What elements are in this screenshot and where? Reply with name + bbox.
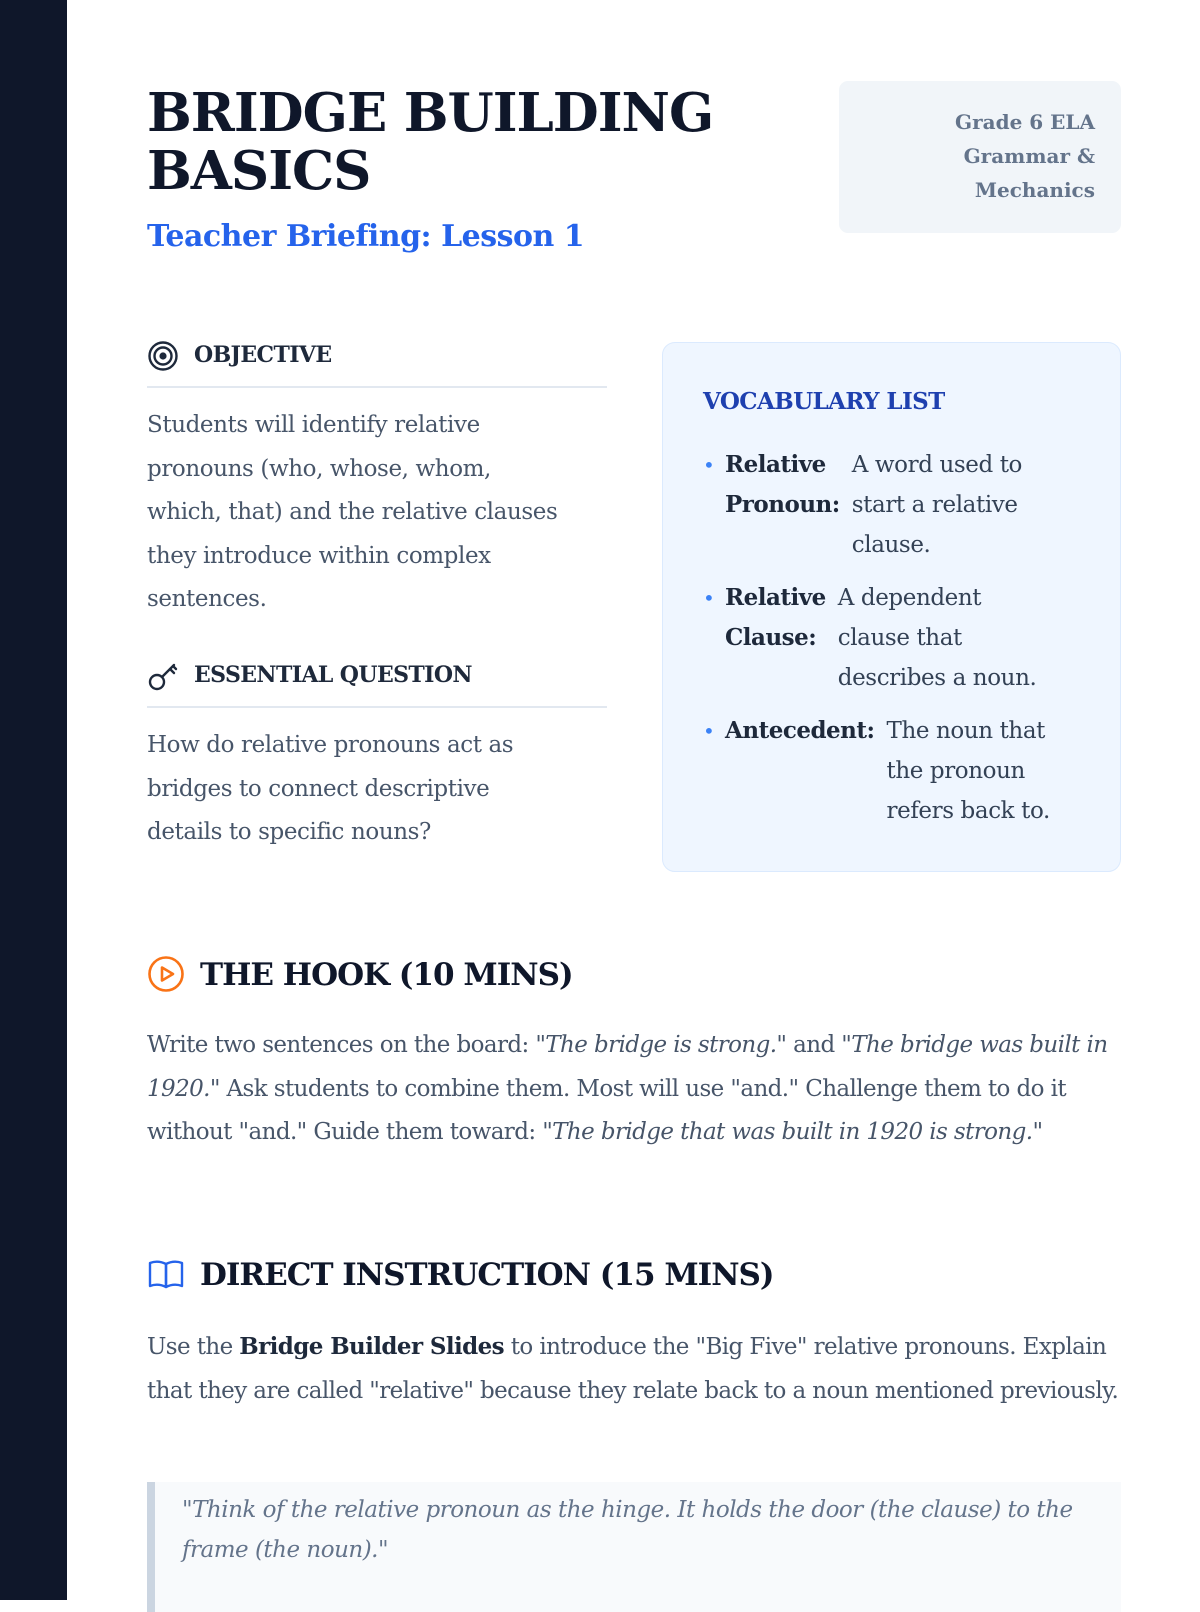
vocabulary-term (725, 445, 840, 565)
vocabulary-term (725, 711, 875, 831)
vocabulary-definition (838, 578, 1037, 698)
lesson-page (147, 0, 1121, 1600)
definition-line: refers back to. (886, 798, 1050, 824)
vocabulary-term (725, 578, 826, 698)
term-line: Relative (725, 451, 826, 478)
essential-question-label: ESSENTIAL QUESTION (194, 662, 472, 688)
vocabulary-definition (887, 711, 1050, 831)
hook-text-part: Ask students to combine them. Most will use "and." Challenge them to do it without "and." Guide them toward: (147, 1075, 1066, 1145)
definition-line: A dependent (837, 585, 982, 611)
vocabulary-definition (852, 445, 1022, 565)
term-line: Pronoun: (725, 491, 840, 518)
grade-line-2: Grammar & (963, 144, 1095, 168)
vocabulary-title: VOCABULARY LIST (703, 388, 945, 415)
page-title (147, 84, 787, 200)
term-line: Relative (725, 584, 826, 611)
title-line-1: BRIDGE BUILDING (147, 82, 714, 144)
objective-line: sentences. (147, 586, 267, 612)
essential-question-line: How do relative pronouns act as (147, 732, 514, 758)
term-line: Antecedent: (725, 717, 875, 744)
objective-line: they introduce within complex (147, 542, 491, 569)
instruction-text-part: Use the (147, 1334, 240, 1360)
instruction-text-part: to introduce the "Big Five" relative pronouns. Explain that they are called "relative" because they relate back to a noun mentioned previously. (147, 1334, 1119, 1404)
definition-line: The noun that (886, 718, 1045, 744)
definition-line: the pronoun (886, 758, 1025, 784)
grade-line-3: Mechanics (974, 178, 1095, 202)
target-icon (147, 340, 179, 372)
key-icon (147, 660, 179, 692)
play-circle-icon (147, 955, 185, 993)
page-subtitle: Teacher Briefing: Lesson 1 (147, 219, 585, 254)
hinge-quote (147, 1482, 1121, 1612)
term-line: Clause: (725, 624, 817, 651)
bullet-dot-icon: • (703, 453, 715, 477)
definition-line: start a relative (851, 492, 1018, 518)
objective-line: Students will identify relative (147, 412, 480, 438)
title-line-2: BASICS (147, 140, 371, 202)
quote-text: "Think of the relative pronoun as the hinge. It holds the door (the clause) to the frame (the noun)." (182, 1497, 1073, 1563)
slides-reference: Bridge Builder Slides (239, 1333, 505, 1360)
hook-label: THE HOOK (10 MINS) (200, 957, 573, 993)
grade-line-1: Grade 6 ELA (955, 110, 1095, 134)
objective-label: OBJECTIVE (194, 342, 332, 368)
definition-line: describes a noun. (837, 665, 1037, 691)
bullet-dot-icon: • (703, 719, 715, 743)
open-book-icon (147, 1255, 185, 1293)
essential-question-line: bridges to connect descriptive (147, 775, 490, 802)
vocabulary-item (703, 445, 1022, 565)
objective-line: pronouns (who, whose, whom, (147, 455, 491, 482)
direct-instruction-text (147, 1325, 1121, 1413)
objective-heading (147, 336, 607, 388)
hook-example-sentence: "The bridge is strong." (535, 1032, 787, 1058)
essential-question-line: details to specific nouns? (147, 819, 431, 845)
bullet-dot-icon: • (703, 586, 715, 610)
hook-text (147, 1024, 1121, 1155)
grade-badge (839, 81, 1121, 233)
hook-example-sentence: "The bridge that was built in 1920 is strong." (542, 1119, 1043, 1145)
sidebar-bar (0, 0, 67, 1600)
definition-line: A word used to (851, 452, 1023, 478)
definition-line: clause. (851, 532, 931, 558)
direct-instruction-label: DIRECT INSTRUCTION (15 MINS) (200, 1257, 774, 1293)
vocabulary-item (703, 578, 1036, 698)
essential-question-heading (147, 656, 607, 708)
objective-line: which, that) and the relative clauses (147, 499, 558, 525)
hook-text-part: and (786, 1032, 842, 1058)
essential-question-text (147, 724, 607, 855)
vocabulary-card (662, 342, 1121, 872)
definition-line: clause that (837, 625, 962, 651)
hook-example-sentence: "The bridge was built in 1920." (147, 1032, 1108, 1102)
objective-text (147, 404, 607, 622)
vocabulary-item (703, 711, 1050, 831)
hook-text-part: Write two sentences on the board: (147, 1032, 536, 1058)
